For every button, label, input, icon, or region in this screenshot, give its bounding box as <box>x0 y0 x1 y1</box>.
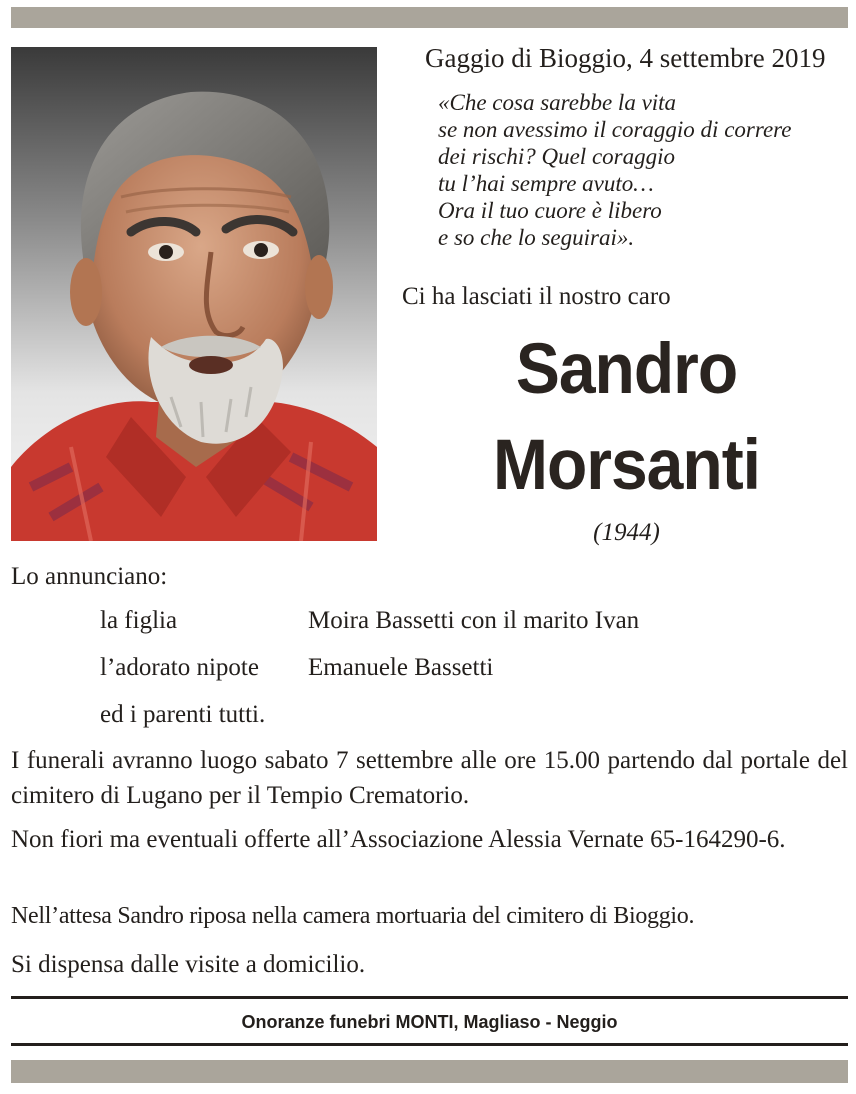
quote-line: dei rischi? Quel coraggio <box>438 144 675 169</box>
funeral-home-credit: Onoranze funebri MONTI, Magliaso - Neggio <box>241 1012 618 1032</box>
deceased-first-name: Sandro <box>515 328 738 408</box>
bottom-decorative-band <box>11 1060 848 1083</box>
relative-relation: la figlia <box>100 607 178 634</box>
funeral-details: I funerali avranno luogo sabato 7 settembre alle ore 15.00 partendo dal portale del cimitero di Lugano per il Tempio Crematorio. <box>11 747 848 809</box>
memorial-quote <box>438 89 791 251</box>
footer-divider-top <box>11 996 848 999</box>
top-decorative-band <box>11 7 848 28</box>
quote-line: tu l’hai sempre avuto… <box>438 171 654 196</box>
portrait-photo <box>11 47 377 541</box>
donation-info: Non fiori ma eventuali offerte all’Associazione Alessia Vernate 65-164290-6. <box>11 826 786 853</box>
quote-line: Ora il tuo cuore è libero <box>438 198 662 223</box>
relative-relation: l’adorato nipote <box>100 654 259 681</box>
deceased-last-name: Morsanti <box>492 424 761 504</box>
quote-line: e so che lo seguirai». <box>438 225 635 250</box>
relative-names: Moira Bassetti con il marito Ivan <box>308 607 640 634</box>
birth-year: (1944) <box>593 519 660 546</box>
announcement-intro: Ci ha lasciati il nostro caro <box>402 283 671 310</box>
visits-notice: Si dispensa dalle visite a domicilio. <box>11 951 366 978</box>
relative-relation: ed i parenti tutti. <box>100 701 266 728</box>
resting-place-info: Nell’attesa Sandro riposa nella camera mortuaria del cimitero di Bioggio. <box>11 903 695 929</box>
quote-line: se non avessimo il coraggio di correre <box>438 117 792 142</box>
quote-line: «Che cosa sarebbe la vita <box>438 90 677 115</box>
relative-names: Emanuele Bassetti <box>308 654 494 681</box>
footer-divider-bottom <box>11 1043 848 1046</box>
place-and-date: Gaggio di Bioggio, 4 settembre 2019 <box>425 43 826 73</box>
announcers-heading: Lo annunciano: <box>11 563 168 590</box>
